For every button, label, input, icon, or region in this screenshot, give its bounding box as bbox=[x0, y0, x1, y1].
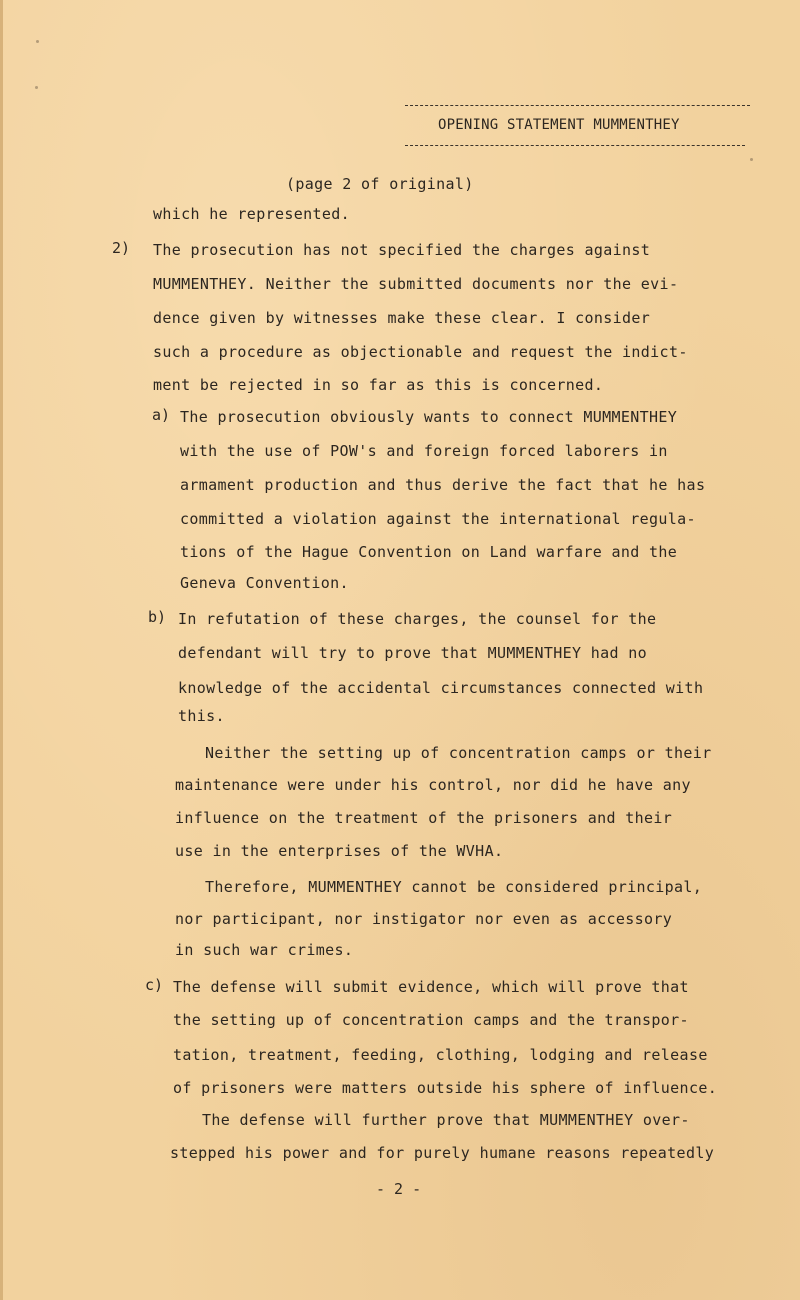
text-line: defendant will try to prove that MUMMENTHEY had no bbox=[178, 644, 648, 662]
page-edge bbox=[0, 0, 3, 1300]
text-line: use in the enterprises of the WVHA. bbox=[175, 842, 504, 860]
text-line: tation, treatment, feeding, clothing, lodging and release bbox=[173, 1046, 708, 1064]
text-line: maintenance were under his control, nor did he have any bbox=[175, 776, 691, 794]
paper-speck bbox=[36, 40, 39, 43]
text-line: in such war crimes. bbox=[175, 941, 354, 959]
header-rule-top bbox=[405, 105, 750, 106]
text-line: influence on the treatment of the prisoners and their bbox=[175, 809, 673, 827]
text-line: which he represented. bbox=[153, 205, 350, 223]
text-line: such a procedure as objectionable and request the indict- bbox=[153, 343, 688, 361]
text-line: of prisoners were matters outside his sphere of influence. bbox=[173, 1079, 718, 1097]
page-number: - 2 - bbox=[376, 1180, 422, 1198]
paper-speck bbox=[750, 158, 753, 161]
text-line: The prosecution obviously wants to connect MUMMENTHEY bbox=[180, 408, 678, 426]
item-marker-2: 2) bbox=[112, 239, 131, 257]
text-line: nor participant, nor instigator nor even as accessory bbox=[175, 910, 673, 928]
document-header: OPENING STATEMENT MUMMENTHEY bbox=[438, 117, 680, 133]
paper-speck bbox=[35, 86, 38, 89]
page-reference: (page 2 of original) bbox=[286, 175, 474, 193]
text-line: stepped his power and for purely humane reasons repeatedly bbox=[170, 1144, 715, 1162]
text-line: MUMMENTHEY. Neither the submitted documents nor the evi- bbox=[153, 275, 679, 293]
text-line: ment be rejected in so far as this is concerned. bbox=[153, 376, 604, 394]
text-line: Therefore, MUMMENTHEY cannot be considered principal, bbox=[205, 878, 703, 896]
text-line: tions of the Hague Convention on Land warfare and the bbox=[180, 543, 678, 561]
text-line: the setting up of concentration camps and the transpor- bbox=[173, 1011, 689, 1029]
header-rule-bottom bbox=[405, 145, 745, 146]
text-line: The prosecution has not specified the charges against bbox=[153, 241, 651, 259]
text-line: knowledge of the accidental circumstances connected with bbox=[178, 679, 704, 697]
item-marker-c: c) bbox=[145, 976, 164, 994]
text-line: armament production and thus derive the fact that he has bbox=[180, 476, 706, 494]
text-line: Geneva Convention. bbox=[180, 574, 349, 592]
text-line: The defense will further prove that MUMMENTHEY over- bbox=[202, 1111, 690, 1129]
text-line: In refutation of these charges, the counsel for the bbox=[178, 610, 657, 628]
text-line: this. bbox=[178, 707, 225, 725]
text-line: The defense will submit evidence, which will prove that bbox=[173, 978, 689, 996]
text-line: Neither the setting up of concentration camps or their bbox=[205, 744, 712, 762]
item-marker-a: a) bbox=[152, 406, 171, 424]
text-line: committed a violation against the international regula- bbox=[180, 510, 696, 528]
item-marker-b: b) bbox=[148, 608, 167, 626]
text-line: with the use of POW's and foreign forced laborers in bbox=[180, 442, 668, 460]
text-line: dence given by witnesses make these clear. I consider bbox=[153, 309, 651, 327]
